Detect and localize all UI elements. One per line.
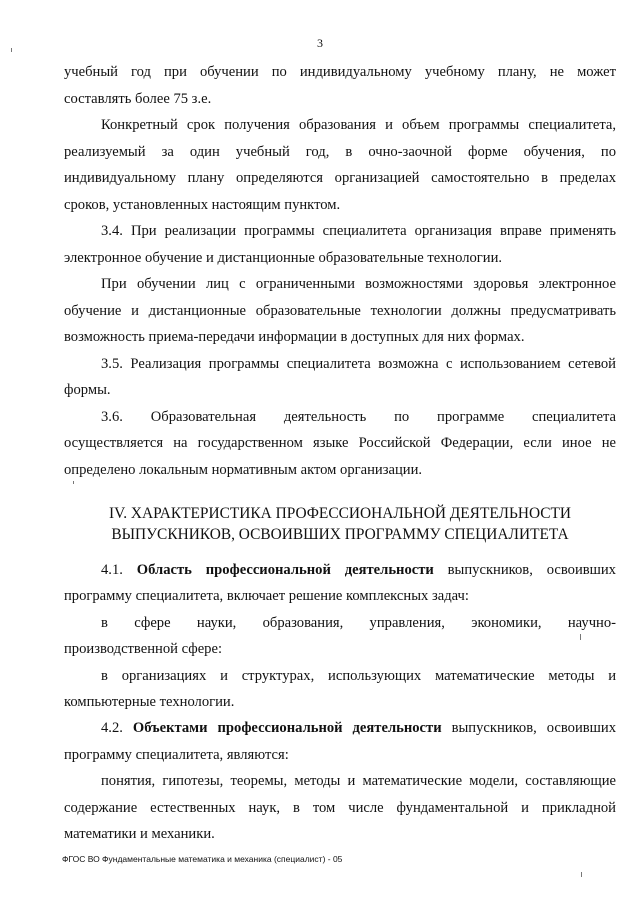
text-line: в организациях и структурах, использующих математические методы и [101,668,616,684]
section-4-2-line [101,718,616,738]
text-line: индивидуальному плану определяются организацией самостоятельно в пределах [64,170,616,186]
text-line: 3.5. Реализация программы специалитета возможна с использованием сетевой [101,356,616,372]
scan-speck [580,634,581,640]
text-line: 3.4. При реализации программы специалитета организация вправе применять [101,223,616,239]
text-line: программу специалитета, включает решение комплексных задач: [64,588,469,604]
text-line: сроков, установленных настоящим пунктом. [64,197,341,213]
clause-text: выпускников, освоивших [441,720,616,736]
clause-text: выпускников, освоивших [433,562,616,578]
bold-term: Область профессиональной деятельности [136,562,434,578]
text-line: математики и механики. [64,826,215,842]
text-line: в сфере науки, образования, управления, экономики, научно- [101,615,616,631]
scan-speck [73,481,74,484]
text-line: программу специалитета, являются: [64,747,289,763]
text-line: обучение и дистанционные образовательные технологии должны предусматривать [64,303,616,319]
text-line: компьютерные технологии. [64,694,235,710]
text-line: При обучении лиц с ограниченными возможностями здоровья электронное [101,276,616,292]
text-line: осуществляется на государственном языке Российской Федерации, если иное не [64,435,616,451]
text-line: электронное обучение и дистанционные образовательные технологии. [64,250,503,266]
bold-term: Объектами профессиональной деятельности [132,720,442,736]
page-number: 3 [317,36,323,50]
scan-speck [11,48,12,52]
text-line: понятия, гипотезы, теоремы, методы и математические модели, составляющие [101,773,616,789]
text-line: формы. [64,382,111,398]
text-line: учебный год при обучении по индивидуальному учебному плану, не может [64,64,616,80]
scan-speck [581,872,582,877]
text-line: 3.6. Образовательная деятельность по программе специалитета [101,409,616,425]
text-line: определено локальным нормативным актом организации. [64,462,423,478]
text-line: составлять более 75 з.е. [64,91,212,107]
text-line: содержание естественных наук, в том числе фундаментальной и прикладной [64,800,616,816]
text-line: возможность приема-передачи информации в доступных для них формах. [64,329,525,345]
page-footer: ФГОС ВО Фундаментальные математика и механика (специалист) - 05 [62,854,343,864]
text-line: реализуемый за один учебный год, в очно-заочной форме обучения, по [64,144,616,160]
section-heading: ВЫПУСКНИКОВ, ОСВОИВШИХ ПРОГРАММУ СПЕЦИАЛИТЕТА [111,526,569,543]
clause-number: 4.2. [101,720,133,736]
text-line: Конкретный срок получения образования и объем программы специалитета, [101,117,616,133]
section-4-1-line [101,560,616,580]
text-line: производственной сфере: [64,641,223,657]
clause-number: 4.1. [101,562,137,578]
section-heading: IV. ХАРАКТЕРИСТИКА ПРОФЕССИОНАЛЬНОЙ ДЕЯТЕЛЬНОСТИ [108,505,572,522]
